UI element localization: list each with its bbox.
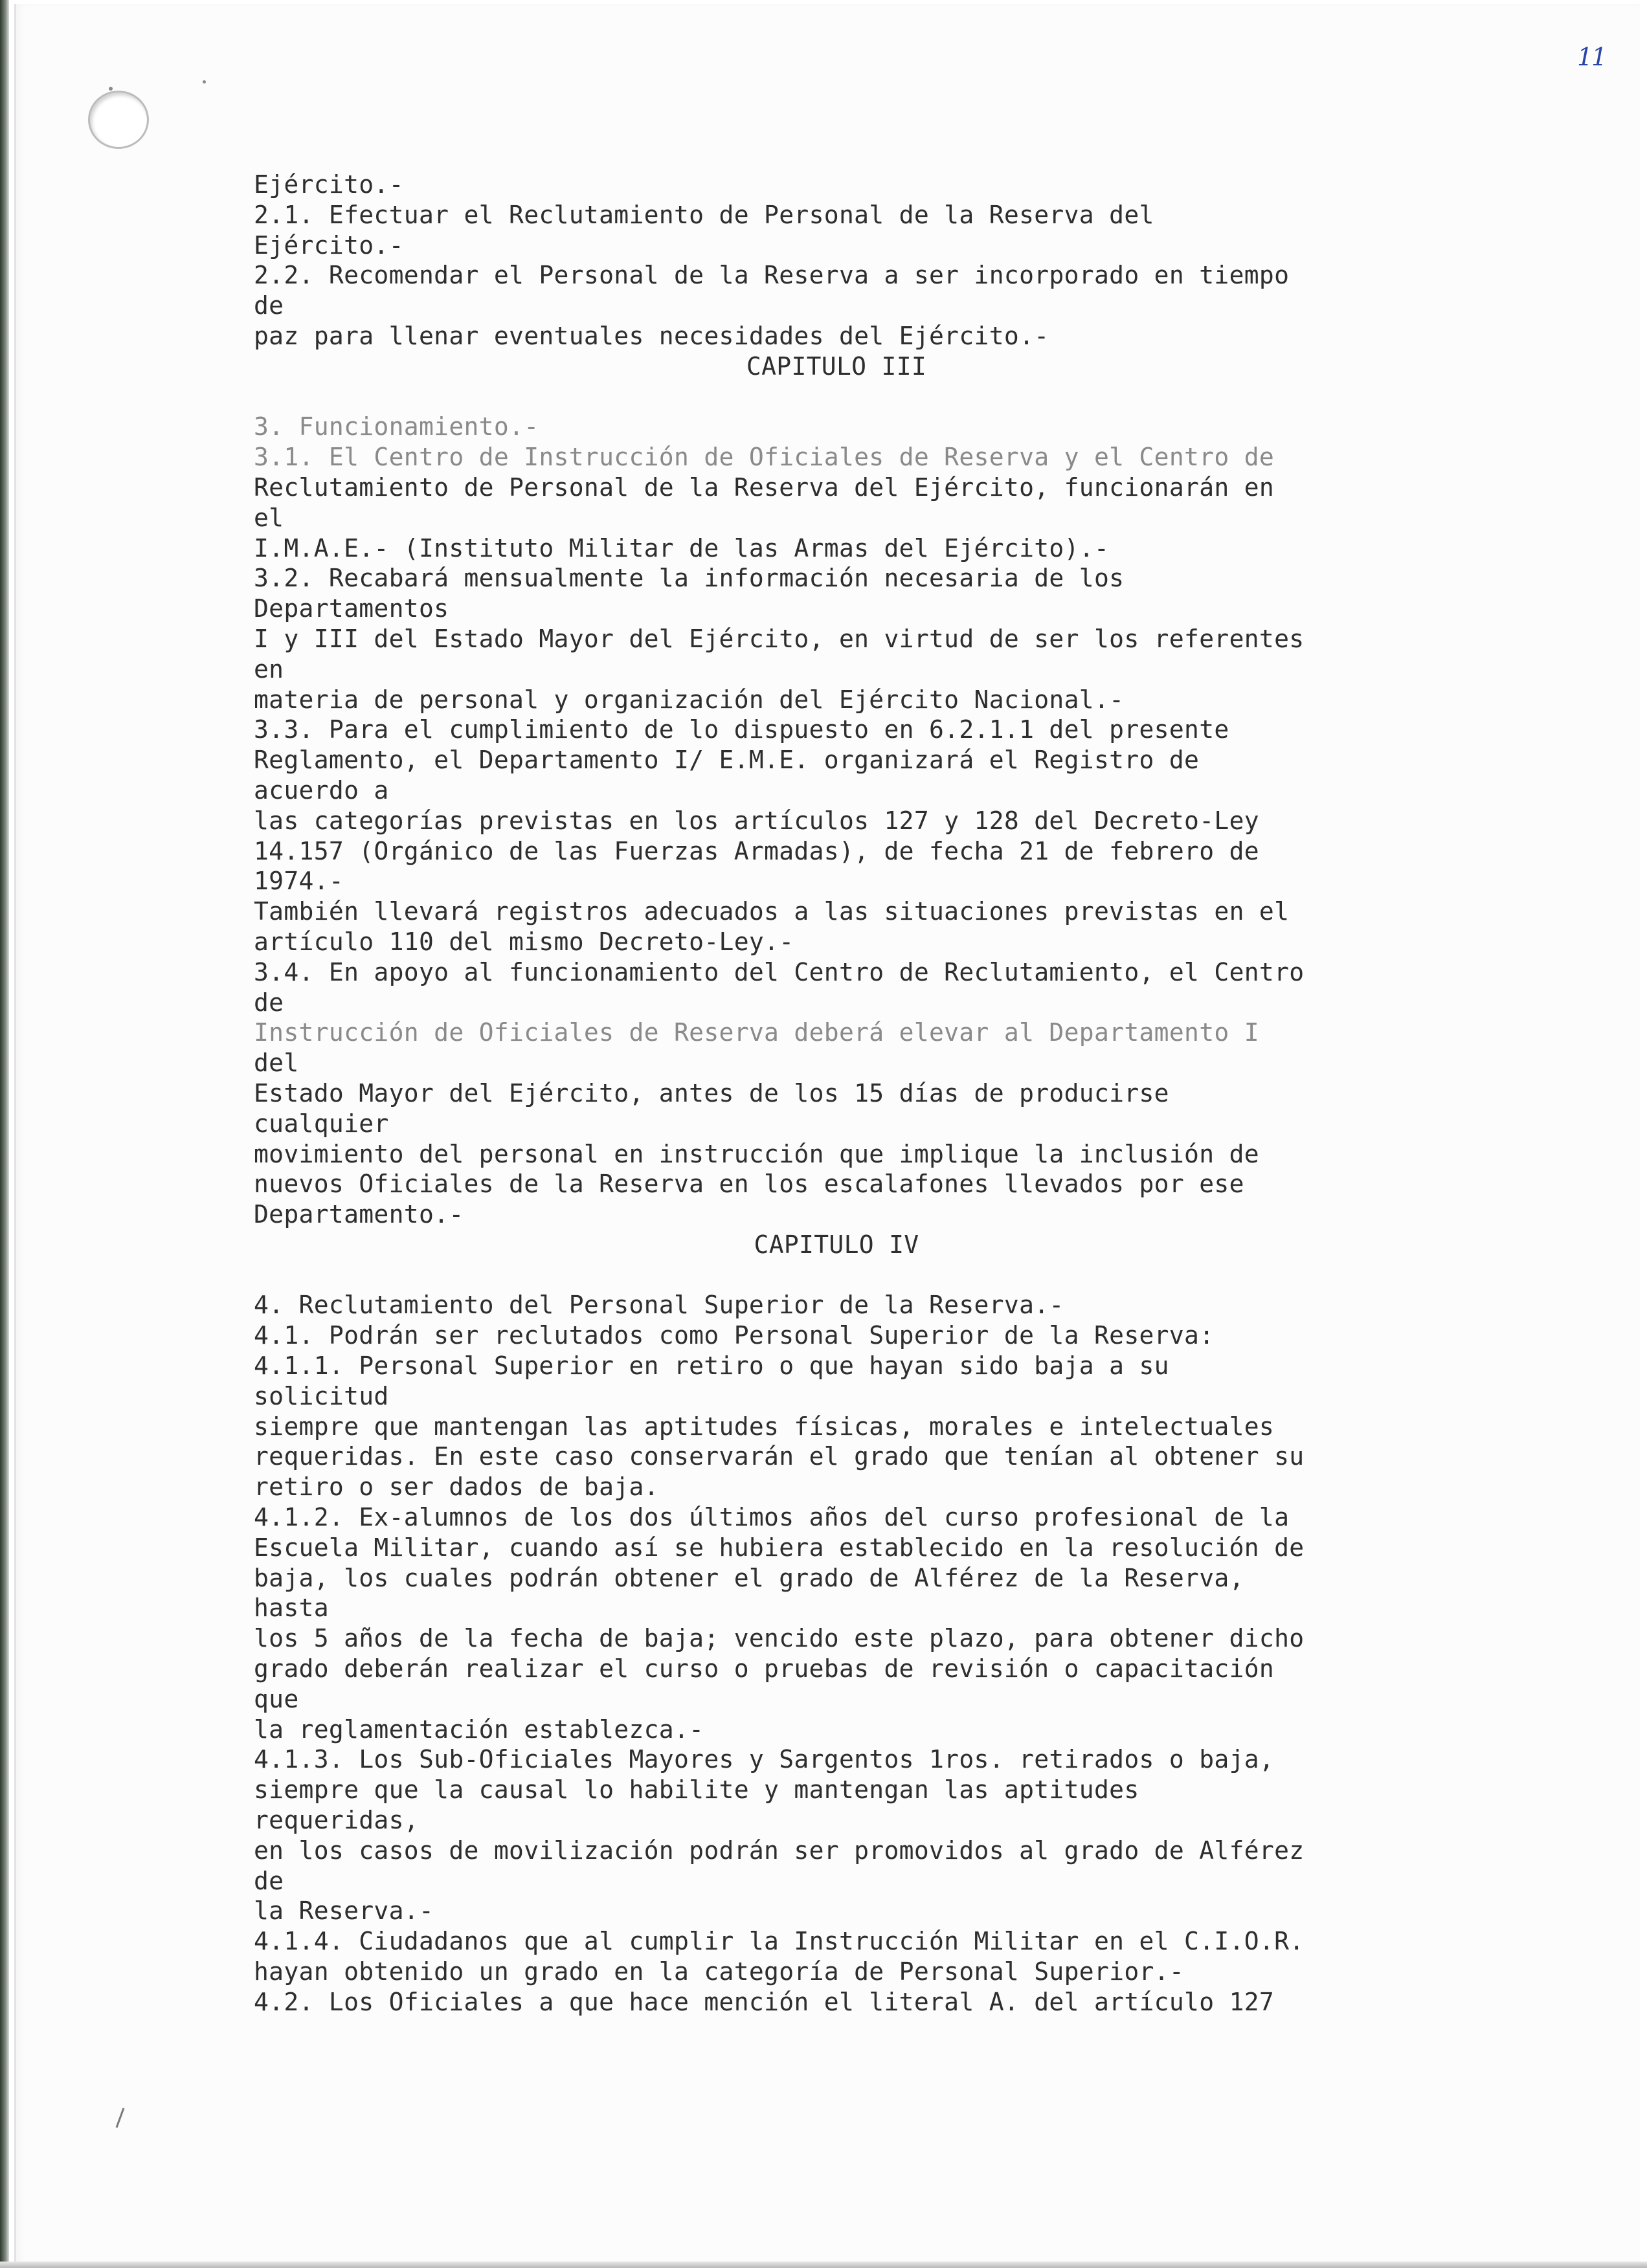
chapter-heading: CAPITULO III — [746, 351, 927, 381]
text-line: de — [254, 988, 284, 1017]
text-line: de — [254, 1866, 284, 1895]
punch-hole — [88, 91, 149, 149]
text-line: que — [254, 1684, 299, 1713]
text-line: Departamento.- — [254, 1200, 464, 1229]
text-line: 14.157 (Orgánico de las Fuerzas Armadas), de fecha 21 de febrero de — [254, 836, 1259, 865]
text-line: solicitud — [254, 1381, 389, 1410]
text-line: 4.1.2. Ex-alumnos de los dos últimos años del curso profesional de la — [254, 1503, 1290, 1532]
text-line: las categorías previstas en los artículos 127 y 128 del Decreto-Ley — [254, 806, 1259, 835]
text-line: I y III del Estado Mayor del Ejército, en virtud de ser los referentes — [254, 624, 1305, 653]
text-line: hasta — [254, 1594, 329, 1623]
text-line: en — [254, 654, 284, 684]
text-line: I.M.A.E.- (Instituto Militar de las Armas del Ejército).- — [254, 533, 1110, 562]
text-line: 3.2. Recabará mensualmente la información necesaria de los — [254, 564, 1125, 593]
text-line: en los casos de movilización podrán ser promovidos al grado de Alférez — [254, 1836, 1305, 1865]
text-line: cualquier — [254, 1109, 389, 1138]
text-line: 3.1. El Centro de Instrucción de Oficiales de Reserva y el Centro de — [254, 443, 1275, 472]
text-line: grado deberán realizar el curso o pruebas de revisión o capacitación — [254, 1654, 1275, 1684]
text-line: Ejército.- — [254, 170, 404, 199]
text-line: del — [254, 1049, 299, 1078]
text-line: paz para llenar eventuales necesidades del Ejército.- — [254, 321, 1049, 350]
text-line: 3.4. En apoyo al funcionamiento del Centro de Reclutamiento, el Centro — [254, 957, 1305, 986]
text-line: materia de personal y organización del Ejército Nacional.- — [254, 685, 1125, 714]
text-line: los 5 años de la fecha de baja; vencido este plazo, para obtener dicho — [254, 1624, 1305, 1653]
text-line: 2.1. Efectuar el Reclutamiento de Personal de la Reserva del — [254, 200, 1154, 229]
scan-speck — [203, 80, 206, 83]
blank-line — [254, 382, 1445, 412]
text-line: 4.2. Los Oficiales a que hace mención el literal A. del artículo 127 — [254, 1987, 1275, 2016]
scan-speck — [109, 87, 113, 91]
blank-line — [254, 1260, 1445, 1291]
text-line: 4.1. Podrán ser reclutados como Personal Superior de la Reserva: — [254, 1321, 1215, 1350]
text-line: artículo 110 del mismo Decreto-Ley.- — [254, 927, 794, 956]
text-line: Escuela Militar, cuando así se hubiera establecido en la resolución de — [254, 1533, 1305, 1562]
section-heading: 3. Funcionamiento.- — [254, 412, 539, 441]
scan-left-edge — [0, 0, 9, 2268]
text-line: 4.1.1. Personal Superior en retiro o que hayan sido baja a su — [254, 1351, 1169, 1381]
text-line: retiro o ser dados de baja. — [254, 1473, 659, 1502]
text-line: Reglamento, el Departamento I/ E.M.E. organizará el Registro de — [254, 746, 1200, 775]
text-line: 1974.- — [254, 867, 344, 896]
text-line: 2.2. Recomendar el Personal de la Reserva a ser incorporado en tiempo — [254, 261, 1290, 290]
text-line: requeridas. En este caso conservarán el grado que tenían al obtener su — [254, 1442, 1305, 1471]
document-body — [254, 170, 1445, 2018]
text-line: 3.3. Para el cumplimiento de lo dispuesto en 6.2.1.1 del presente — [254, 715, 1229, 744]
text-line: siempre que mantengan las aptitudes físicas, morales e intelectuales — [254, 1412, 1275, 1441]
text-line: siempre que la causal lo habilite y mantengan las aptitudes — [254, 1775, 1139, 1805]
text-line: movimiento del personal en instrucción que implique la inclusión de — [254, 1139, 1259, 1168]
text-line: 4.1.4. Ciudadanos que al cumplir la Instrucción Militar en el C.I.O.R. — [254, 1927, 1305, 1956]
text-line: Estado Mayor del Ejército, antes de los 15 días de producirse — [254, 1078, 1169, 1107]
text-line: la Reserva.- — [254, 1896, 434, 1926]
text-line: de — [254, 291, 284, 320]
text-line: la reglamentación establezca.- — [254, 1715, 704, 1744]
text-line: Instrucción de Oficiales de Reserva deberá elevar al Departamento I — [254, 1018, 1259, 1047]
text-line: requeridas, — [254, 1806, 419, 1835]
text-line: 4.1.3. Los Sub-Oficiales Mayores y Sargentos 1ros. retirados o baja, — [254, 1745, 1275, 1774]
text-line: baja, los cuales podrán obtener el grado de Alférez de la Reserva, — [254, 1563, 1244, 1592]
text-line: hayan obtenido un grado en la categoría de Personal Superior.- — [254, 1957, 1185, 1986]
chapter-heading: CAPITULO IV — [754, 1230, 919, 1259]
handwritten-page-number: 11 — [1577, 43, 1606, 71]
section-heading: 4. Reclutamiento del Personal Superior de la Reserva.- — [254, 1291, 1064, 1320]
text-line: nuevos Oficiales de la Reserva en los escalafones llevados por ese — [254, 1170, 1244, 1199]
text-line: También llevará registros adecuados a las situaciones previstas en el — [254, 897, 1290, 926]
text-line: Reclutamiento de Personal de la Reserva del Ejército, funcionarán en — [254, 472, 1275, 502]
text-line: Departamentos — [254, 594, 449, 623]
scan-bottom-edge — [0, 2262, 1647, 2268]
text-line: el — [254, 503, 284, 532]
text-line: acuerdo a — [254, 775, 389, 805]
text-line: Ejército.- — [254, 230, 404, 260]
